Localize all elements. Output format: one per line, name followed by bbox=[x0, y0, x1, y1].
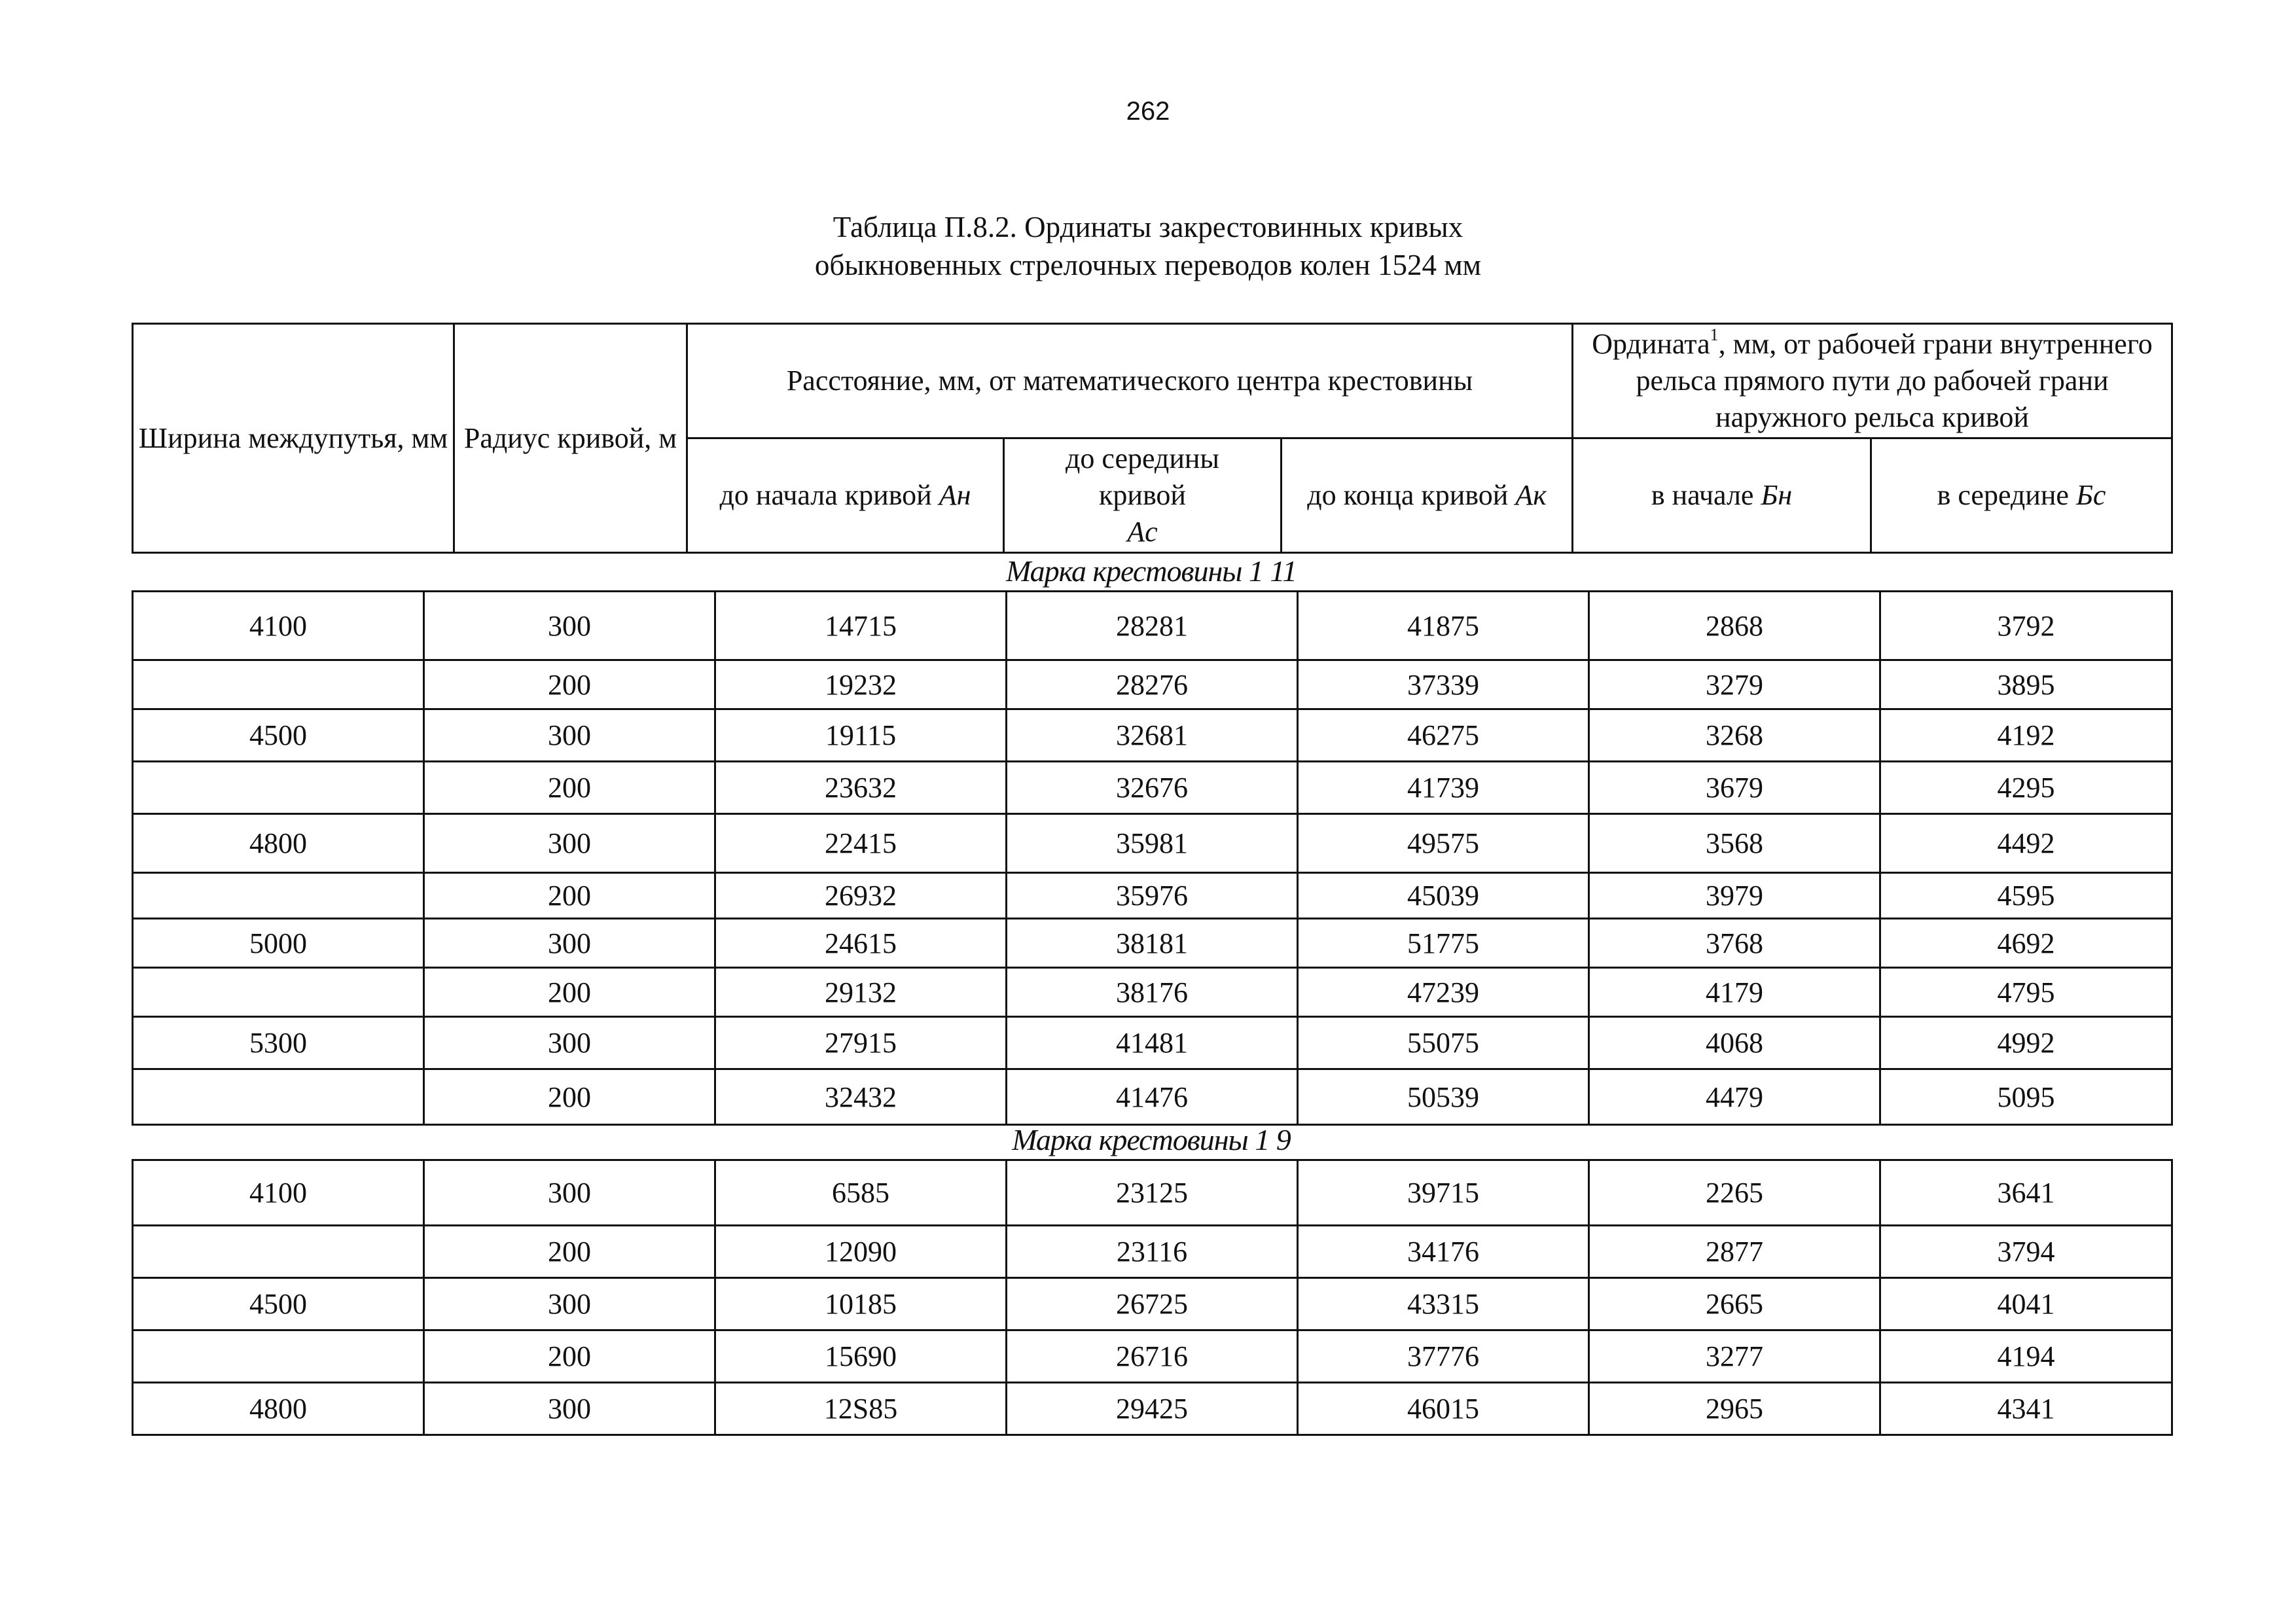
mid-curve-label: до середины кривой bbox=[1066, 442, 1219, 511]
header-start-curve bbox=[687, 438, 1004, 553]
table-cell: 3768 bbox=[1589, 919, 1880, 968]
end-curve-symbol: Aк bbox=[1515, 479, 1547, 511]
table-cell: 4068 bbox=[1589, 1017, 1880, 1069]
table-cell: 19232 bbox=[715, 660, 1007, 709]
header-mid-curve bbox=[1004, 438, 1282, 553]
table-cell: 41739 bbox=[1298, 762, 1589, 814]
table-cell: 300 bbox=[424, 919, 715, 968]
table-cell: 3641 bbox=[1880, 1160, 2172, 1226]
table-cell: 5000 bbox=[133, 919, 424, 968]
table-cell: 3277 bbox=[1589, 1330, 1880, 1383]
header-distance-group: Расстояние, мм, от математического центра крестовины bbox=[687, 324, 1573, 438]
table-row bbox=[133, 968, 2172, 1017]
table-cell: 41481 bbox=[1007, 1017, 1298, 1069]
table-cell: 19115 bbox=[715, 709, 1007, 762]
table-row bbox=[133, 1383, 2172, 1435]
table-cell: 2665 bbox=[1589, 1278, 1880, 1330]
table-cell: 300 bbox=[424, 592, 715, 660]
table-row bbox=[133, 814, 2172, 873]
table-cell: 4341 bbox=[1880, 1383, 2172, 1435]
section-1-body bbox=[133, 592, 2172, 1125]
table-cell: 14715 bbox=[715, 592, 1007, 660]
table-cell: 4795 bbox=[1880, 968, 2172, 1017]
table-cell: 32676 bbox=[1007, 762, 1298, 814]
table-cell: 34176 bbox=[1298, 1226, 1589, 1278]
table-cell: 15690 bbox=[715, 1330, 1007, 1383]
start-curve-symbol: Aн bbox=[939, 479, 971, 511]
table-cell: 300 bbox=[424, 1383, 715, 1435]
table-cell: 46015 bbox=[1298, 1383, 1589, 1435]
ordinate-start-symbol: Бн bbox=[1761, 479, 1793, 511]
table-cell: 3895 bbox=[1880, 660, 2172, 709]
table-row bbox=[133, 1226, 2172, 1278]
table-row bbox=[133, 1069, 2172, 1125]
table-cell: 200 bbox=[424, 1226, 715, 1278]
table-cell: 4800 bbox=[133, 1383, 424, 1435]
page-number: 262 bbox=[1126, 97, 1170, 126]
section-2-body bbox=[133, 1160, 2172, 1435]
table-cell: 28276 bbox=[1007, 660, 1298, 709]
table-cell: 2877 bbox=[1589, 1226, 1880, 1278]
title-line-2: обыкновенных стрелочных переводов колен 1524 мм bbox=[814, 249, 1482, 281]
table-cell: 39715 bbox=[1298, 1160, 1589, 1226]
header-radius: Радиус кривой, м bbox=[454, 324, 687, 553]
table-cell: 38181 bbox=[1007, 919, 1298, 968]
table-cell bbox=[133, 762, 424, 814]
section-caption: Марка крестовины 1 9 bbox=[1012, 1123, 1291, 1156]
table-cell: 51775 bbox=[1298, 919, 1589, 968]
table-cell: 4500 bbox=[133, 1278, 424, 1330]
end-curve-label: до конца кривой bbox=[1307, 479, 1516, 511]
table-cell bbox=[133, 873, 424, 919]
table-cell: 300 bbox=[424, 814, 715, 873]
table-cell: 300 bbox=[424, 709, 715, 762]
table-cell: 27915 bbox=[715, 1017, 1007, 1069]
header-ordinate-start bbox=[1573, 438, 1871, 553]
ordinate-mid-symbol: Бс bbox=[2075, 479, 2106, 511]
table-row bbox=[133, 1330, 2172, 1383]
table-cell: 4100 bbox=[133, 592, 424, 660]
table-row bbox=[133, 1017, 2172, 1069]
table-cell: 200 bbox=[424, 660, 715, 709]
table-cell: 6585 bbox=[715, 1160, 1007, 1226]
table-cell: 4100 bbox=[133, 1160, 424, 1226]
table-row bbox=[133, 1160, 2172, 1226]
table-cell: 46275 bbox=[1298, 709, 1589, 762]
table-cell: 4041 bbox=[1880, 1278, 2172, 1330]
table-cell: 12S85 bbox=[715, 1383, 1007, 1435]
table-cell: 4179 bbox=[1589, 968, 1880, 1017]
table-cell: 4194 bbox=[1880, 1330, 2172, 1383]
section-caption: Марка крестовины 1 11 bbox=[1005, 554, 1297, 588]
table-cell: 38176 bbox=[1007, 968, 1298, 1017]
table-cell: 4192 bbox=[1880, 709, 2172, 762]
header-end-curve bbox=[1282, 438, 1573, 553]
table-cell: 26725 bbox=[1007, 1278, 1298, 1330]
ordinate-start-label: в начале bbox=[1651, 479, 1761, 511]
table-cell: 28281 bbox=[1007, 592, 1298, 660]
table-cell: 3268 bbox=[1589, 709, 1880, 762]
table-cell: 3679 bbox=[1589, 762, 1880, 814]
data-table-section-1 bbox=[132, 590, 2173, 1126]
table-cell: 29425 bbox=[1007, 1383, 1298, 1435]
table-cell bbox=[133, 1069, 424, 1125]
table-cell: 200 bbox=[424, 873, 715, 919]
table-cell: 23632 bbox=[715, 762, 1007, 814]
table-cell bbox=[133, 1226, 424, 1278]
table-cell: 41476 bbox=[1007, 1069, 1298, 1125]
table-cell: 200 bbox=[424, 1330, 715, 1383]
table-cell: 35981 bbox=[1007, 814, 1298, 873]
table-cell: 49575 bbox=[1298, 814, 1589, 873]
table-row bbox=[133, 1278, 2172, 1330]
table-cell: 12090 bbox=[715, 1226, 1007, 1278]
footnote-marker: 1 bbox=[1710, 325, 1719, 344]
table-cell: 3979 bbox=[1589, 873, 1880, 919]
ordinate-description: , мм, от рабочей грани внутреннего рельса прямого пути до рабочей грани наружного рельса кривой bbox=[1636, 328, 2153, 433]
table-row bbox=[133, 660, 2172, 709]
table-cell: 200 bbox=[424, 1069, 715, 1125]
table-cell: 41875 bbox=[1298, 592, 1589, 660]
table-cell: 37339 bbox=[1298, 660, 1589, 709]
table-cell: 23116 bbox=[1007, 1226, 1298, 1278]
table-cell: 35976 bbox=[1007, 873, 1298, 919]
table-cell: 55075 bbox=[1298, 1017, 1589, 1069]
ordinate-mid-label: в середине bbox=[1937, 479, 2076, 511]
table-cell: 23125 bbox=[1007, 1160, 1298, 1226]
table-cell: 10185 bbox=[715, 1278, 1007, 1330]
table-cell: 200 bbox=[424, 968, 715, 1017]
table-cell bbox=[133, 968, 424, 1017]
start-curve-label: до начала кривой bbox=[719, 479, 939, 511]
table-cell: 26716 bbox=[1007, 1330, 1298, 1383]
table-cell: 2965 bbox=[1589, 1383, 1880, 1435]
table-cell: 5300 bbox=[133, 1017, 424, 1069]
table-cell: 29132 bbox=[715, 968, 1007, 1017]
title-line-1: Таблица П.8.2. Ординаты закрестовинных кривых bbox=[833, 211, 1463, 243]
ordinate-label: Ордината bbox=[1592, 328, 1710, 360]
table-cell: 200 bbox=[424, 762, 715, 814]
table-cell: 45039 bbox=[1298, 873, 1589, 919]
table-cell: 5095 bbox=[1880, 1069, 2172, 1125]
table-cell: 2868 bbox=[1589, 592, 1880, 660]
table-cell: 32432 bbox=[715, 1069, 1007, 1125]
table-cell: 3279 bbox=[1589, 660, 1880, 709]
header-width: Ширина междупутья, мм bbox=[133, 324, 454, 553]
table-cell: 4492 bbox=[1880, 814, 2172, 873]
table-cell: 3568 bbox=[1589, 814, 1880, 873]
header-ordinate-group bbox=[1573, 324, 2172, 438]
table-cell: 4800 bbox=[133, 814, 424, 873]
table-cell: 300 bbox=[424, 1278, 715, 1330]
header-ordinate-mid bbox=[1871, 438, 2172, 553]
table-row bbox=[133, 762, 2172, 814]
table-cell: 37776 bbox=[1298, 1330, 1589, 1383]
table-cell: 3794 bbox=[1880, 1226, 2172, 1278]
table-row bbox=[133, 592, 2172, 660]
table-cell bbox=[133, 660, 424, 709]
mid-curve-symbol: Aс bbox=[1127, 516, 1158, 548]
table-row bbox=[133, 873, 2172, 919]
table-cell: 4595 bbox=[1880, 873, 2172, 919]
table-row bbox=[133, 919, 2172, 968]
table-cell: 4479 bbox=[1589, 1069, 1880, 1125]
table-cell: 4992 bbox=[1880, 1017, 2172, 1069]
table-cell: 300 bbox=[424, 1017, 715, 1069]
table-cell: 3792 bbox=[1880, 592, 2172, 660]
table-cell: 26932 bbox=[715, 873, 1007, 919]
data-table-section-2 bbox=[132, 1159, 2173, 1436]
table-cell: 2265 bbox=[1589, 1160, 1880, 1226]
table-cell: 300 bbox=[424, 1160, 715, 1226]
table-cell: 32681 bbox=[1007, 709, 1298, 762]
table-header bbox=[132, 323, 2173, 554]
table-cell: 50539 bbox=[1298, 1069, 1589, 1125]
table-title bbox=[0, 208, 2296, 284]
table-row bbox=[133, 709, 2172, 762]
table-cell: 47239 bbox=[1298, 968, 1589, 1017]
table-cell: 4500 bbox=[133, 709, 424, 762]
table-cell: 24615 bbox=[715, 919, 1007, 968]
table-cell bbox=[133, 1330, 424, 1383]
table-cell: 22415 bbox=[715, 814, 1007, 873]
table-cell: 43315 bbox=[1298, 1278, 1589, 1330]
table-cell: 4295 bbox=[1880, 762, 2172, 814]
table-cell: 4692 bbox=[1880, 919, 2172, 968]
